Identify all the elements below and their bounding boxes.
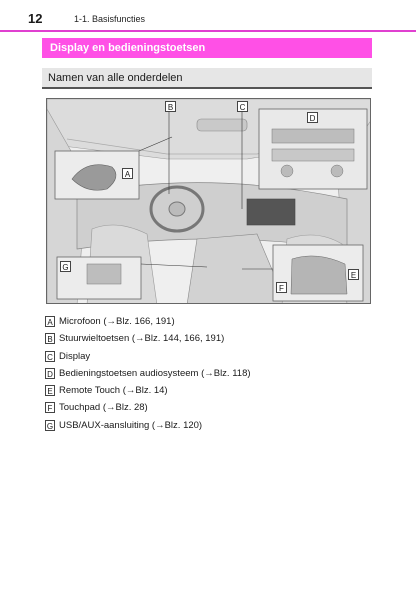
legend-badge-e: E [45, 385, 55, 396]
legend-item-d [45, 365, 251, 382]
legend-text-c: Display [59, 350, 91, 362]
legend-text-d: Bedieningstoetsen audiosysteem (→Blz. 118) [59, 367, 251, 379]
parts-legend [45, 313, 251, 434]
legend-text-f: Touchpad (→Blz. 28) [59, 402, 148, 414]
legend-text-a: Microfoon (→Blz. 166, 191) [59, 316, 175, 327]
legend-text-b: Stuurwieltoetsen (→Blz. 144, 166, 191) [59, 333, 225, 345]
callout-a: A [122, 168, 133, 179]
legend-item-c [45, 348, 251, 365]
callout-e: E [348, 269, 359, 280]
legend-text-g: USB/AUX-aansluiting (→Blz. 120) [59, 419, 203, 431]
page-number: 12 [28, 11, 43, 26]
section-title: Display en bedieningstoetsen [42, 38, 372, 58]
interior-drawing [47, 99, 371, 304]
legend-badge-f: F [45, 402, 55, 413]
legend-badge-a: A [45, 316, 55, 327]
legend-item-a [45, 313, 251, 330]
subsection-title: Namen van alle onderdelen [42, 68, 372, 89]
legend-badge-b: B [45, 333, 55, 344]
legend-item-b [45, 330, 251, 347]
legend-text-e: Remote Touch (→Blz. 14) [59, 385, 168, 397]
chapter-title: 1-1. Basisfuncties [74, 14, 146, 24]
legend-item-g [45, 417, 251, 434]
legend-item-f [45, 399, 251, 416]
legend-badge-c: C [45, 351, 55, 362]
legend-badge-d: D [45, 368, 55, 379]
callout-f: F [276, 282, 287, 293]
callout-g: G [60, 261, 71, 272]
callout-d: D [307, 112, 318, 123]
legend-badge-g: G [46, 421, 54, 431]
callout-c: C [237, 101, 248, 112]
legend-item-e [45, 382, 251, 399]
car-interior-illustration [46, 98, 371, 304]
callout-b: B [165, 101, 176, 112]
header-rule [0, 30, 416, 32]
